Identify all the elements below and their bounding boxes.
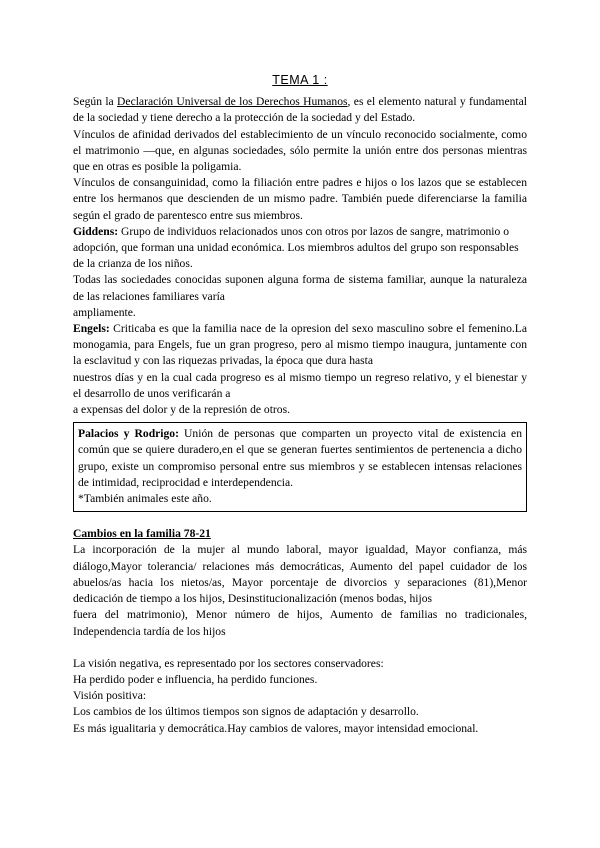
paragraph-cambios-cont: fuera del matrimonio), Menor número de hijos, Aumento de familias no tradicionales, Independencia tardía de los hijos [73,608,527,638]
paragraph-engels: Engels: Criticaba es que la familia nace de la opresion del sexo masculino sobre el femenino.La monogamia, para Engels, fue un gran progreso, pero al mismo tiempo inaugura, juntamente con la esclavitud y con las riquezas privadas, la época que dura hasta [73,322,527,368]
paragraph-sociedades-cont: ampliamente. [73,305,136,319]
section-title-cambios: Cambios en la familia 78-21 [73,527,211,541]
palacios-label: Palacios y Rodrigo: [78,427,179,441]
giddens-label: Giddens: [73,224,119,238]
paragraph-consanguinidad: Vínculos de consanguinidad, como la filiación entre padres e hijos o los lazos que se establecen entre los hermanos que descienden de un mismo padre. También puede diferenciarse la familia según el grado de parentesco entre sus miembros. [73,176,527,222]
paragraph-engels-end: a expensas del dolor y de la represión de otros. [73,403,290,417]
paragraph-engels-cont: nuestros días y en la cual cada progreso es al mismo tiempo un regreso relativo, y el bienestar y el desarrollo de unos verificarán a [73,370,527,400]
definition-box [73,422,527,512]
declaracion-reference: Declaración Universal de los Derechos Humanos [117,95,348,109]
box-note: *También animales este año. [78,492,212,506]
paragraph-sociedades: Todas las sociedades conocidas suponen alguna forma de sistema familiar, aunque la naturaleza de las relaciones familiares varía [73,273,527,303]
paragraph-giddens: Giddens: Grupo de individuos relacionados unos con otros por lazos de sangre, matrimonio o adopción, que forman una unidad económica. Los miembros adultos del grupo son responsables de la crianza de los niños. [73,224,519,271]
vision-positiva-text-2: Es más igualitaria y democrática.Hay cambios de valores, mayor intensidad emocional. [73,721,479,735]
paragraph-afinidad: Vínculos de afinidad derivados del establecimiento de un vínculo reconocido socialmente, como el matrimonio —que, en algunas sociedades, sólo permite la unión entre dos personas mientras que en otras es posible la poligamia. [73,127,527,174]
vision-negativa-intro: La visión negativa, es representado por los sectores conservadores: [73,656,384,670]
vision-positiva-text-1: Los cambios de los últimos tiempos son signos de adaptación y desarrollo. [73,705,419,719]
paragraph-declaracion: Según la Declaración Universal de los Derechos Humanos, es el elemento natural y fundamental de la sociedad y tiene derecho a la protección de la sociedad y del Estado. [73,95,527,125]
engels-label: Engels: [73,322,110,336]
paragraph-cambios: La incorporación de la mujer al mundo laboral, mayor igualdad, Mayor confianza, más diálogo,Mayor tolerancia/ relaciones más democráticas, Aumento del papel cuidador de los abuelos/as hacia los nietos/as, Mayor porcentaje de divorcios y separaciones (81),Menor dedicación de tiempo a los hijos, Desinstitucionalización (menos bodas, hijos [73,543,527,606]
vision-positiva-intro: Visión positiva: [73,689,147,703]
spacer [73,640,527,656]
document-body [73,72,527,737]
vision-negativa-text: Ha perdido poder e influencia, ha perdido funciones. [73,672,318,686]
palacios-definition: Palacios y Rodrigo: Unión de personas que comparten un proyecto vital de existencia en común que se quiere duradero,en el que se generan fuertes sentimientos de pertenencia a dicho grupo, existe un compromiso personal entre sus miembros y se establecen intensas relaciones de intimidad, reciprocidad e interdependencia. [78,427,522,489]
page-title: TEMA 1 : [272,73,328,87]
